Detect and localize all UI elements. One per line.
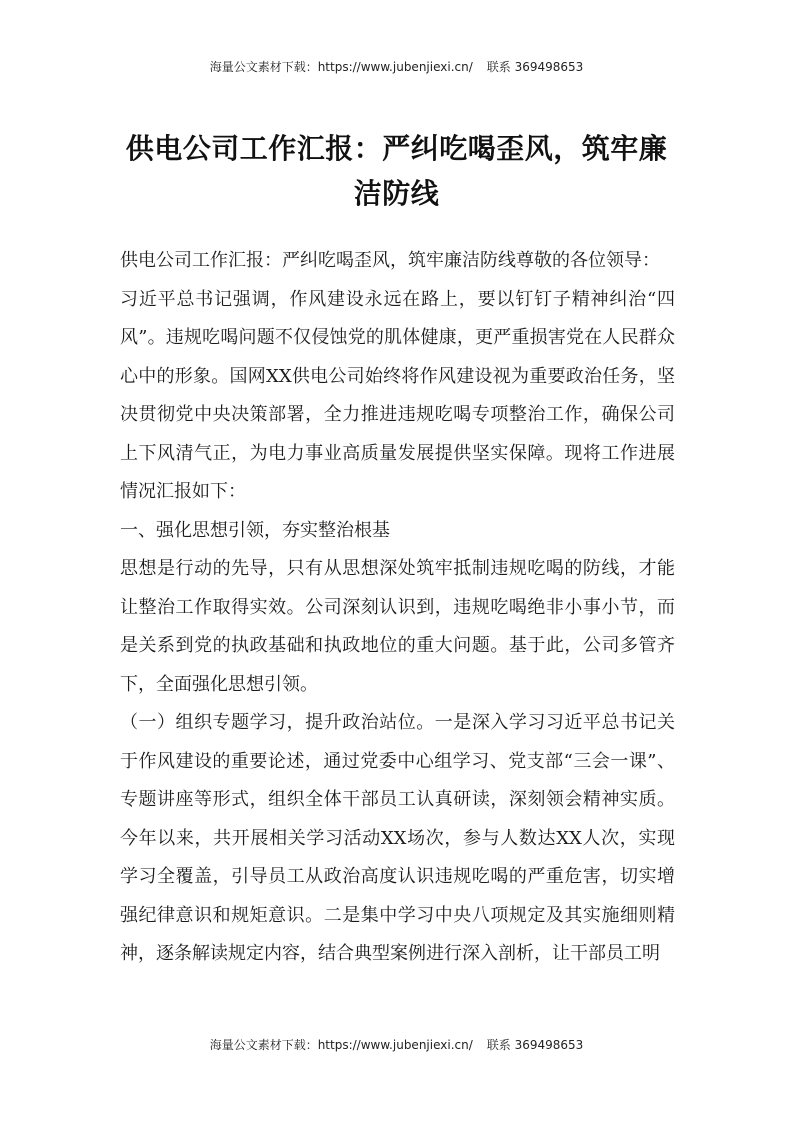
paragraph-subsection-1: （一）组织专题学习，提升政治站位。一是深入学习习近平总书记关于作风建设的重要论述，通过党委中心组学习、党支部“三会一课”、专题讲座等形式，组织全体干部员工认真研读，深刻领会精神实质。今年以来，共开展相关学习活动XX场次，参与人数达XX人次，实现学习全覆盖，引导员工从政治高度认识违规吃喝的严重危害，切实增强纪律意识和规矩意识。二是集中学习中央八项规定及其实施细则精神，逐条解读规定内容，结合典型案例进行深入剖析，让干部员工明 [120,712,675,964]
footer-contact: 联系 369498653 [486,1038,584,1052]
footer-label: 海量公文素材下载： [209,1038,318,1052]
page-footer [0,1036,793,1053]
paragraph-salutation: 供电公司工作汇报：严纠吃喝歪风，筑牢廉洁防线尊敬的各位领导： [120,250,660,271]
document-title: 供电公司工作汇报：严纠吃喝歪风，筑牢廉洁防线 [125,132,668,210]
document-body [120,242,675,974]
header-label: 海量公文素材下载： [209,60,318,74]
header-url[interactable]: https://www.jubenjiexi.cn/ [317,60,473,74]
page-header [0,58,793,75]
header-contact: 联系 369498653 [486,60,584,74]
section-heading-1: 一、强化思想引领，夯实整治根基 [120,519,390,541]
footer-url[interactable]: https://www.jubenjiexi.cn/ [317,1038,473,1052]
paragraph-intro: 习近平总书记强调，作风建设永远在路上，要以钉钉子精神纠治“四风”。违规吃喝问题不仅侵蚀党的肌体健康，更严重损害党在人民群众心中的形象。国网XX供电公司始终将作风建设视为重要政治任务，坚决贯彻党中央决策部署，全力推进违规吃喝专项整治工作，确保公司上下风清气正，为电力事业高质量发展提供坚实保障。现将工作进展情况汇报如下： [120,288,675,502]
paragraph-section-1: 思想是行动的先导，只有从思想深处筑牢抵制违规吃喝的防线，才能让整治工作取得实效。公司深刻认识到，违规吃喝绝非小事小节，而是关系到党的执政基础和执政地位的重大问题。基于此，公司多管齐下，全面强化思想引领。 [120,558,675,695]
